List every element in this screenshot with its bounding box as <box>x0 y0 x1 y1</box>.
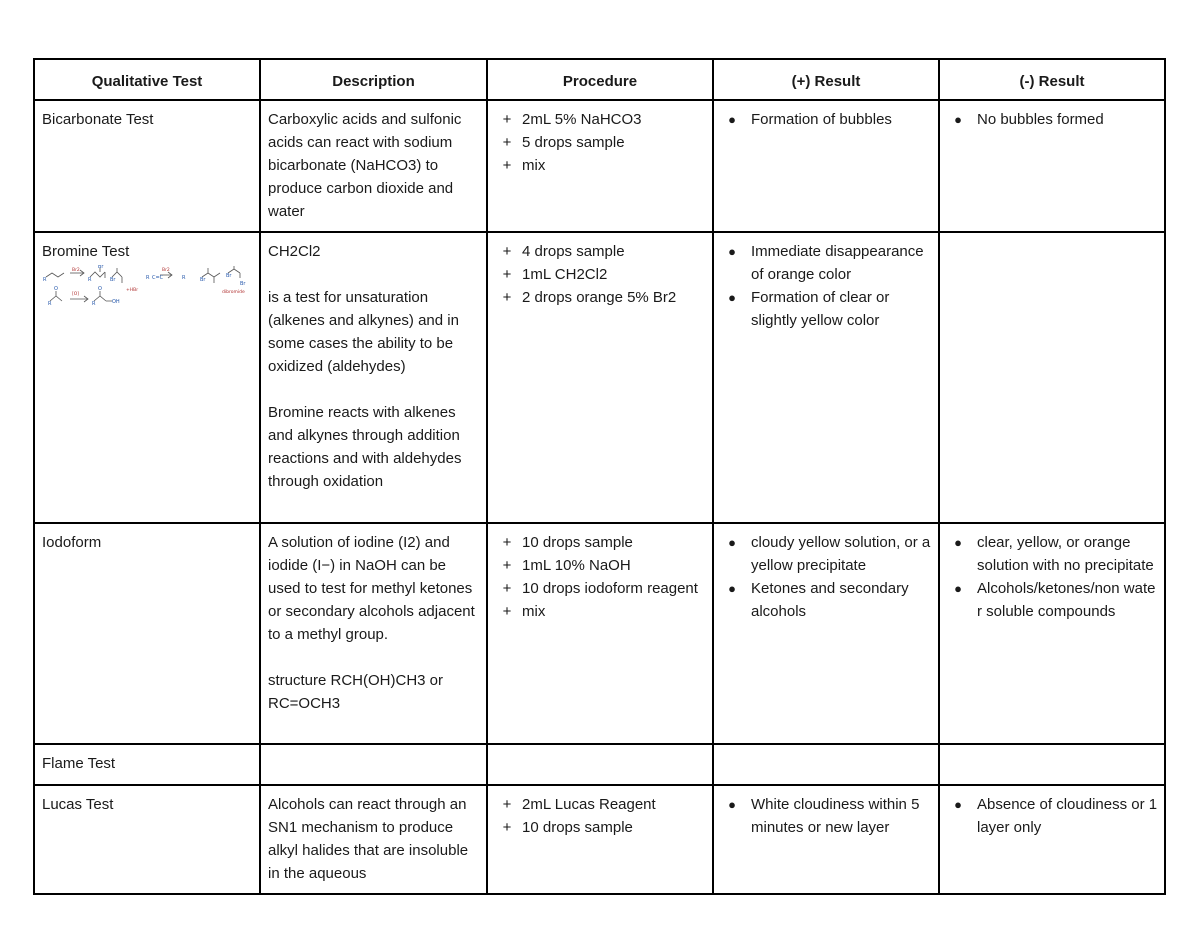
procedure-step: + mix <box>495 154 706 177</box>
test-name-cell <box>34 744 260 785</box>
result-item: ● Formation of clear or slightly yellow color <box>721 286 932 332</box>
svg-text:Br: Br <box>98 265 104 270</box>
description-text: structure RCH(OH)CH3 or RC=OCH3 <box>268 672 444 712</box>
negative-result-cell <box>939 744 1165 785</box>
test-name: Bromine Test <box>42 243 130 260</box>
test-name-cell <box>34 785 260 894</box>
qualitative-test-table <box>33 58 1166 895</box>
plus-marker: + <box>502 580 512 597</box>
result-item: ● Ketones and secondary alcohols <box>721 577 932 623</box>
plus-marker: + <box>502 157 512 174</box>
svg-text:Br2: Br2 <box>162 268 170 273</box>
bullet-marker: ● <box>728 535 736 550</box>
description-text: Alcohols can react through an SN1 mechanism to produce alkyl halides that are insoluble in the aqueous <box>268 796 469 882</box>
test-name: Iodoform <box>42 534 102 551</box>
svg-text:R: R <box>92 301 96 307</box>
procedure-step: + 2mL 5% NaHCO3 <box>495 108 706 131</box>
test-name-cell <box>34 100 260 232</box>
svg-text:R: R <box>43 277 47 283</box>
procedure-step: + 2 drops orange 5% Br2 <box>495 286 706 309</box>
description-text: Carboxylic acids and sulfonic acids can react with sodium bicarbonate (NaHCO3) to produce carbon dioxide and water <box>268 111 462 220</box>
description-cell <box>260 785 487 894</box>
svg-text:Br: Br <box>110 277 116 283</box>
header-negative-result: (-) Result <box>939 59 1165 100</box>
header-positive-result: (+) Result <box>713 59 939 100</box>
svg-text:OH: OH <box>112 299 120 305</box>
result-item: ● No bubbles formed <box>947 108 1158 131</box>
description-text: Bromine reacts with alkenes and alkynes through addition reactions and with aldehydes through oxidation <box>268 404 462 490</box>
plus-marker: + <box>502 289 512 306</box>
bullet-marker: ● <box>728 797 736 812</box>
bullet-marker: ● <box>728 290 736 305</box>
svg-text:R: R <box>88 277 92 283</box>
test-name-cell <box>34 232 260 523</box>
svg-text:Br: Br <box>226 273 232 279</box>
negative-result-cell <box>939 232 1165 523</box>
svg-text:Br2: Br2 <box>72 268 80 273</box>
negative-result-cell <box>939 100 1165 232</box>
description-text: A solution of iodine (I2) and iodide (I−) in NaOH can be used to test for methyl ketones or secondary alcohols adjacent to a methyl group. <box>268 534 475 643</box>
bullet-marker: ● <box>954 535 962 550</box>
table-row <box>34 744 1165 785</box>
description-cell <box>260 744 487 785</box>
procedure-step: + 10 drops iodoform reagent <box>495 577 706 600</box>
result-item: ● Alcohols/ketones/non water soluble compounds <box>947 577 1158 623</box>
svg-text:R: R <box>48 301 52 307</box>
procedure-step: + 2mL Lucas Reagent <box>495 793 706 816</box>
procedure-cell <box>487 785 713 894</box>
header-description: Description <box>260 59 487 100</box>
procedure-cell <box>487 100 713 232</box>
svg-text:O: O <box>98 286 102 292</box>
positive-result-cell <box>713 100 939 232</box>
plus-marker: + <box>502 557 512 574</box>
procedure-step: + 1mL CH2Cl2 <box>495 263 706 286</box>
header-row <box>34 59 1165 100</box>
negative-result-cell <box>939 523 1165 744</box>
procedure-cell <box>487 523 713 744</box>
test-name-cell <box>34 523 260 744</box>
result-item: ● cloudy yellow solution, or a yellow precipitate <box>721 531 932 577</box>
positive-result-cell <box>713 744 939 785</box>
plus-marker: + <box>502 111 512 128</box>
description-cell <box>260 523 487 744</box>
test-name: Lucas Test <box>42 796 114 813</box>
svg-text:C=C: C=C <box>152 275 164 281</box>
result-item: ● Absence of cloudiness or 1 layer only <box>947 793 1158 839</box>
bullet-marker: ● <box>954 581 962 596</box>
procedure-cell <box>487 232 713 523</box>
description-cell <box>260 100 487 232</box>
procedure-step: + 10 drops sample <box>495 816 706 839</box>
result-item: ● Formation of bubbles <box>721 108 932 131</box>
bullet-marker: ● <box>728 244 736 259</box>
plus-marker: + <box>502 603 512 620</box>
plus-marker: + <box>502 819 512 836</box>
svg-text:dibromide: dibromide <box>222 290 245 295</box>
positive-result-cell <box>713 232 939 523</box>
procedure-step: + 1mL 10% NaOH <box>495 554 706 577</box>
result-item: ● Immediate disappearance of orange color <box>721 240 932 286</box>
result-item: ● clear, yellow, or orange solution with no precipitate <box>947 531 1158 577</box>
reaction-scheme-image <box>42 265 254 313</box>
bullet-marker: ● <box>954 112 962 127</box>
header-qualitative-test: Qualitative Test <box>34 59 260 100</box>
table-row <box>34 785 1165 894</box>
result-item: ● White cloudiness within 5 minutes or new layer <box>721 793 932 839</box>
bullet-marker: ● <box>954 797 962 812</box>
svg-text:Br: Br <box>240 281 246 287</box>
procedure-step: + 5 drops sample <box>495 131 706 154</box>
table-row <box>34 100 1165 232</box>
svg-text:[O]: [O] <box>72 292 80 297</box>
description-text: CH2Cl2 <box>268 243 321 260</box>
positive-result-cell <box>713 785 939 894</box>
procedure-step: + 10 drops sample <box>495 531 706 554</box>
procedure-step: + mix <box>495 600 706 623</box>
description-text: is a test for unsaturation (alkenes and alkynes) and in some cases the ability to be oxidized (aldehydes) <box>268 289 459 375</box>
table-row <box>34 232 1165 523</box>
svg-text:R: R <box>146 275 150 281</box>
description-cell <box>260 232 487 523</box>
positive-result-cell <box>713 523 939 744</box>
test-name: Bicarbonate Test <box>42 111 154 128</box>
negative-result-cell <box>939 785 1165 894</box>
svg-text:R: R <box>182 275 186 281</box>
header-procedure: Procedure <box>487 59 713 100</box>
plus-marker: + <box>502 796 512 813</box>
procedure-step: + 4 drops sample <box>495 240 706 263</box>
table-row <box>34 523 1165 744</box>
plus-marker: + <box>502 534 512 551</box>
plus-marker: + <box>502 266 512 283</box>
svg-text:Br: Br <box>200 277 206 283</box>
bullet-marker: ● <box>728 112 736 127</box>
plus-marker: + <box>502 243 512 260</box>
plus-marker: + <box>502 134 512 151</box>
svg-text:+HBr: +HBr <box>126 288 139 293</box>
svg-text:O: O <box>54 286 58 292</box>
bullet-marker: ● <box>728 581 736 596</box>
procedure-cell <box>487 744 713 785</box>
test-name: Flame Test <box>42 755 116 772</box>
